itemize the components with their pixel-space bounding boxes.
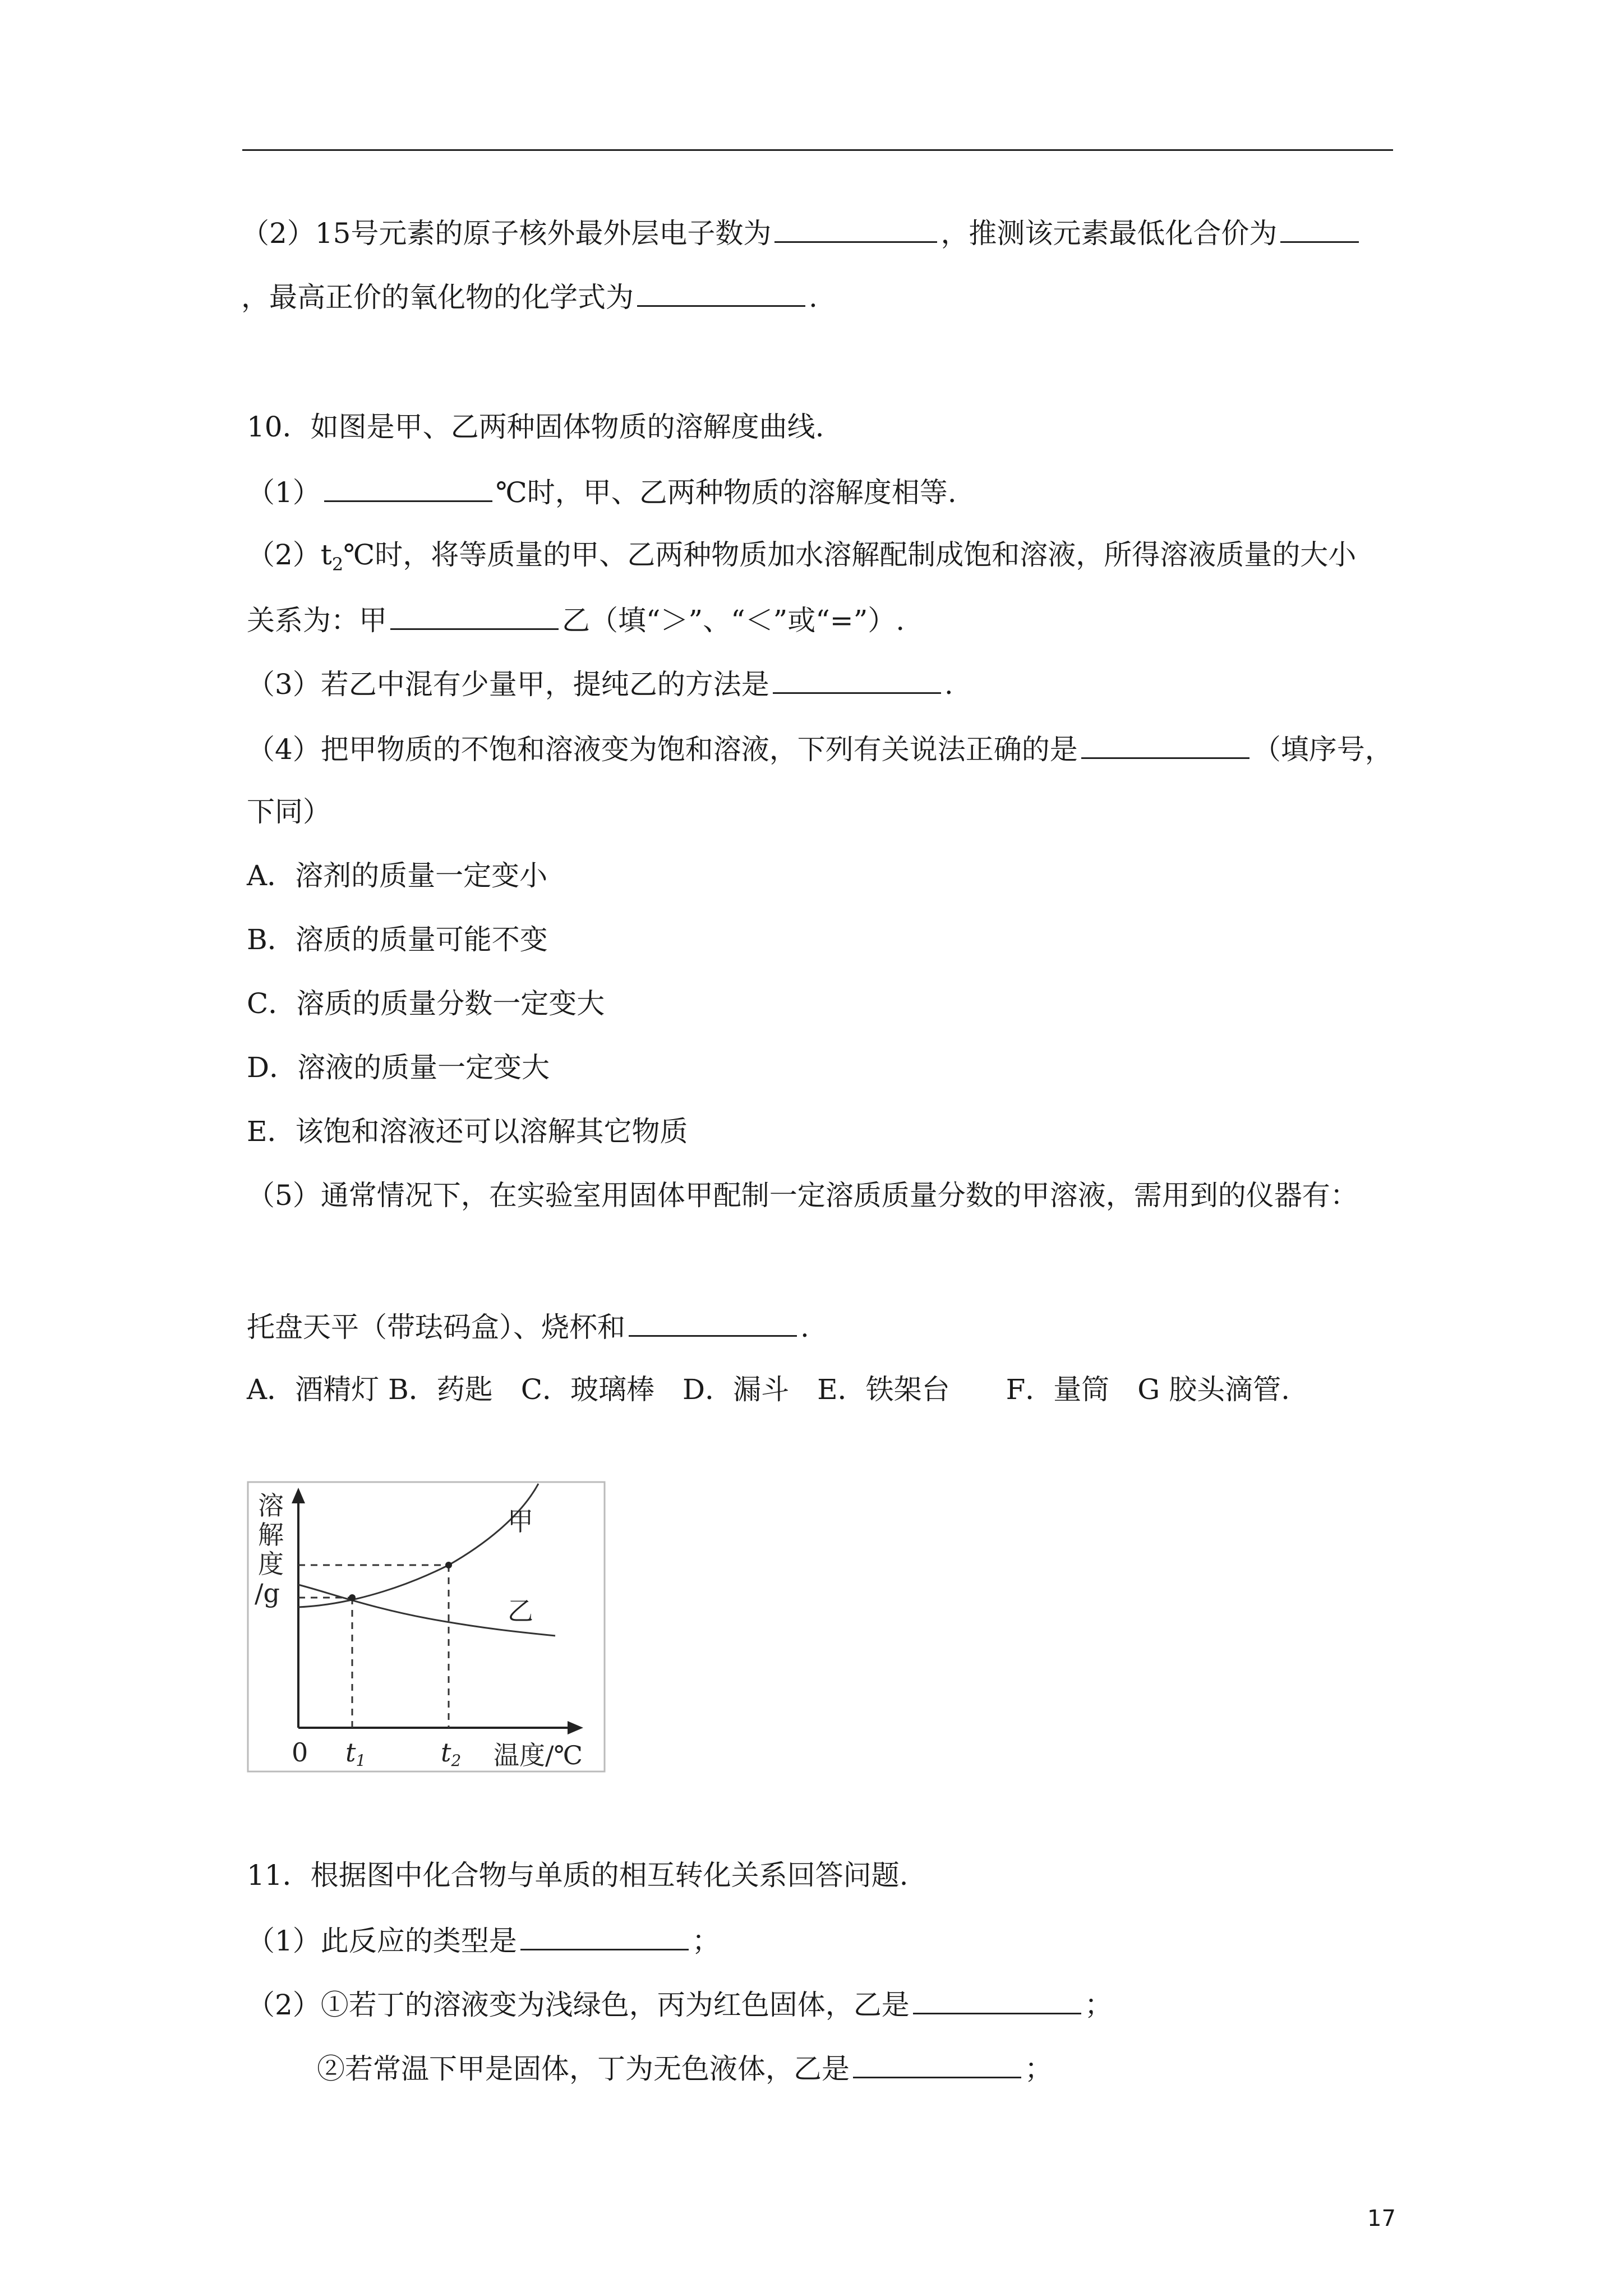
y-label-unit: /g — [255, 1578, 280, 1608]
q10-part3-blank[interactable] — [773, 664, 941, 694]
q10-part5-text: 托盘天平（带珐码盒）、烧杯和 — [247, 1311, 625, 1343]
q9-part2-text-c: ，最高正价的氧化物的化学式为 — [241, 281, 634, 314]
y-label-char-1: 溶 — [258, 1490, 284, 1521]
y-label-char-2: 解 — [258, 1520, 284, 1550]
q11-part3-text: ②若常温下甲是固体，丁为无色液体，乙是 — [317, 2053, 850, 2085]
solubility-curve-figure — [247, 1481, 606, 1773]
q11-part1-blank[interactable] — [520, 1921, 689, 1950]
q11-part2 — [247, 1985, 1113, 2023]
q9-part2-line2 — [241, 277, 818, 316]
q10-part4-blank[interactable] — [1081, 729, 1249, 759]
q10-part1 — [247, 472, 957, 511]
q11-part3 — [317, 2049, 1053, 2087]
q9-part2-text-b: ，推测该元素最低化合价为 — [940, 217, 1278, 250]
t1-label: t1 — [345, 1737, 366, 1770]
q10-option-b: B．溶质的质量可能不变 — [247, 923, 548, 956]
intersection-point — [349, 1594, 356, 1601]
q10-option-d: D．溶液的质量一定变大 — [247, 1051, 550, 1084]
q10-part4-line2: 下同） — [247, 795, 331, 828]
header-rule — [242, 149, 1393, 151]
q10-part3-end: . — [944, 668, 953, 701]
q11-part2-end: ； — [1084, 1989, 1113, 2021]
q11-part2-text: （2）①若丁的溶液变为浅绿色，丙为红色固体，乙是 — [247, 1989, 910, 2021]
q10-part2-text: ℃时，将等质量的甲、乙两种物质加水溶解配制成饱和溶液，所得溶液质量的大小 — [343, 539, 1357, 571]
q11-part2-blank[interactable] — [913, 1985, 1081, 2014]
t2-point — [445, 1562, 452, 1568]
q9-answer-blank-1[interactable] — [774, 213, 937, 243]
q10-part2-blank[interactable] — [390, 600, 559, 630]
q10-part3 — [247, 664, 953, 703]
curve-jia-label: 甲 — [508, 1506, 533, 1536]
x-axis-arrow — [568, 1721, 583, 1734]
q10-part2-line1 — [247, 536, 1356, 583]
q10-part5-options: A．酒精灯 B．药匙 C．玻璃棒 D．漏斗 E．铁架台 F．量筒 G 胶头滴管. — [247, 1373, 1290, 1406]
q10-part5-line2 — [247, 1307, 809, 1346]
q11-part1 — [247, 1921, 720, 1959]
q10-part1-text: ℃时，甲、乙两种物质的溶解度相等. — [495, 476, 957, 509]
q10-part3-text: （3）若乙中混有少量甲，提纯乙的方法是 — [247, 668, 769, 701]
q9-part2-line1 — [241, 213, 1362, 252]
q10-part4-text: （4）把甲物质的不饱和溶液变为饱和溶液，下列有关说法正确的是 — [247, 733, 1078, 766]
y-label-char-3: 度 — [258, 1549, 284, 1579]
q10-part2-label: （2）t — [247, 539, 332, 571]
q10-part4-line1 — [247, 729, 1393, 768]
q9-answer-blank-2[interactable] — [1280, 213, 1359, 243]
curve-jia — [298, 1484, 538, 1607]
origin-label: 0 — [292, 1737, 308, 1768]
q10-part2-line2 — [247, 600, 905, 639]
q10-title: 10．如图是甲、乙两种固体物质的溶解度曲线. — [247, 411, 824, 443]
q10-part2-text-d: 乙（填“＞”、“＜”或“=”）. — [562, 604, 905, 637]
q9-answer-blank-3[interactable] — [637, 277, 805, 307]
q11-part3-blank[interactable] — [853, 2049, 1021, 2078]
q10-part2-sub: 2 — [331, 554, 344, 575]
q11-part1-text: （1）此反应的类型是 — [247, 1925, 517, 1957]
q11-part3-end: ； — [1025, 2053, 1053, 2085]
q10-part5-line1: （5）通常情况下，在实验室用固体甲配制一定溶质质量分数的甲溶液，需用到的仪器有： — [247, 1179, 1358, 1212]
q10-part5-end: . — [800, 1311, 809, 1343]
q10-option-e: E．该饱和溶液还可以溶解其它物质 — [247, 1115, 688, 1148]
q10-part5-blank[interactable] — [629, 1307, 797, 1337]
page-number: 17 — [1367, 2206, 1396, 2231]
q11-title: 11．根据图中化合物与单质的相互转化关系回答问题. — [247, 1859, 909, 1892]
y-axis-arrow — [292, 1488, 305, 1503]
q9-part2-text-a: （2）15号元素的原子核外最外层电子数为 — [241, 217, 772, 250]
q10-option-a: A．溶剂的质量一定变小 — [247, 859, 548, 892]
q10-option-c: C．溶质的质量分数一定变大 — [247, 987, 605, 1020]
q10-part1-label: （1） — [247, 476, 321, 509]
q10-part1-blank[interactable] — [324, 472, 492, 502]
q10-part2-text-c: 关系为：甲 — [247, 604, 387, 637]
q10-part4-text-b: （填序号， — [1252, 733, 1393, 766]
x-axis-label: 温度/℃ — [494, 1740, 583, 1770]
q11-part1-end: ； — [691, 1925, 720, 1957]
q9-part2-end: . — [809, 281, 818, 314]
t2-label: t2 — [441, 1737, 462, 1770]
curve-yi-label: 乙 — [508, 1596, 533, 1626]
